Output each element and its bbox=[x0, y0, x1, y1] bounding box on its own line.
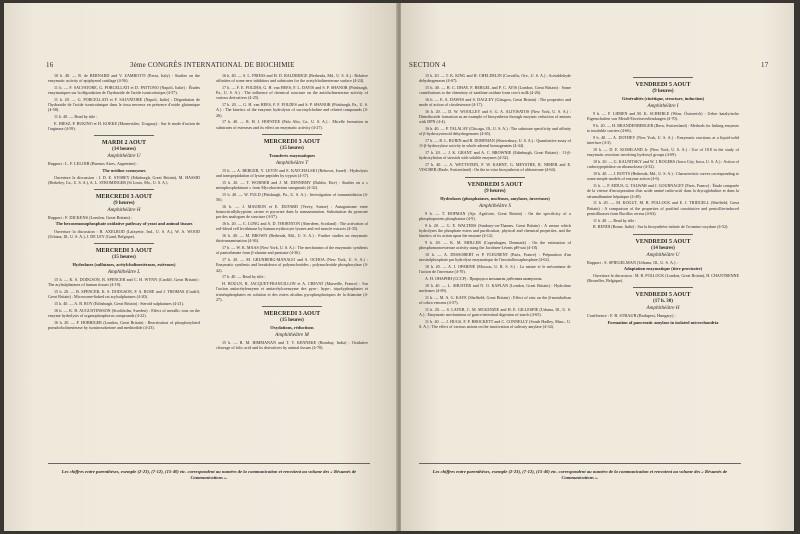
session-date: VENDREDI 5 AOUT bbox=[635, 82, 691, 88]
session-rule bbox=[94, 135, 154, 136]
entry-paragraph: 15 h. 20. — T. WORNER and J. M. DENNEMY (Dublin, Eire) : Studies on a « metaphosphokinase » from Mycobacterium smegmatis (4-32). bbox=[216, 180, 368, 191]
session-rapporteur: Rapport : F. DICKENS (London, Great Britain) : bbox=[48, 215, 133, 221]
entry-paragraph: 11 h. 20. — S. LAYER, C. M. MCKENZIE and H. E. GILLESPIE (Urbana, Ill., U. S. A.) : Enzymatic mechanisms of gastro-intestinal digestion of starch (4-65). bbox=[419, 306, 571, 318]
session-time: (14 heures) bbox=[112, 147, 136, 153]
session-rule bbox=[94, 243, 154, 244]
session-rule bbox=[465, 177, 525, 178]
entry-paragraph: 17 h. — R. L. RUBIN and B. DORFMAN (Shrewsbury, U. S. A.) : Quantitative assay of 11-β-hydroxylase activity in whole adrenal homogenates (4-44). bbox=[419, 138, 571, 149]
entry-paragraph: Ouverture la discussion : B. AXELROD (Lafayette, Ind., U. S. A.), W. A. WOOD (Urbana, Ill., U. S. A.), J. DE LEY (Gand, Belgique). bbox=[48, 228, 200, 239]
session-rule bbox=[94, 189, 154, 190]
entry-paragraph: 15 h. 40. — W. FULD (Pittsburgh, Pa., U. S. A.) : Investigation of transamidation (4-56). bbox=[216, 192, 368, 203]
session-room: Amphithéâtre H bbox=[646, 305, 680, 312]
entry-paragraph: 9 h. — T. HOFMAN (Aje, Agrifoire, Great Britain) : On the specificity of a phosphoprotein phosphatase (4-9). bbox=[419, 210, 571, 222]
entry-paragraph: 16 h. 40. — P. TALALAY (Chicago, Ill., U. S. A.) : The substrate specificity and affinity of β-hydroxysteroid dehydrogenases (4-65). bbox=[419, 126, 571, 137]
session-topic: Adaptation enzymatique (titre provisoire) bbox=[623, 265, 703, 271]
entry-paragraph: 10 h. — A. DESSOBERT et P. FLEURENT (Paris, France) : Préparation d'un inositolphosphate par hydrolyse enzymatique de l'inositolhexaphosphate (4-62). bbox=[419, 252, 571, 263]
entry-paragraph: 10 h. 20. — A. I. OPARINE (Moscou, U. R. S. S.) : La nature et le mécanisme de l'action de l'invertase (4-70). bbox=[419, 264, 571, 275]
entry-paragraph: 15 h. 20. — T. K. KING and H. CHELDELIN (Corvallis, Ore., U. S. A.) : Acetaldehyde dehydrogenases (4-67). bbox=[419, 73, 571, 84]
entry-paragraph: 16 h. 40. — S. L. FRIESS and H. D. BALDRIDGE (Bethesda, Md., U. S. A.) : Relative affinities of some new inhibitors and substrates for the acetylcholinesterase surface (4-24). bbox=[216, 73, 368, 84]
session-date: MERCREDI 3 AOUT bbox=[263, 311, 321, 318]
session-room: Amphithéâtre M bbox=[275, 332, 309, 339]
entry-paragraph: 16 h. 20. — D. W. WOOLLEY and S. G. A. ALIVISATOS (New York, U. S. A.) : Dimethoxide formation as an example of biosynthesis through enzymic reduction of amines with DPN (4-4). bbox=[419, 109, 571, 125]
entry-paragraph: 16 h. 20. — C. LONG and A. D. THORNTON (Aberdeen, Scotland) : The activation of red-blood cell lecithinase by human erythrocyte lysates and red muscle extracts (4-35). bbox=[216, 221, 368, 232]
entry-paragraph: 9 h. 40. — K. M. MØLLER (Copenhagen, Denmark) : On the estimation of phosphomonoesterase activity using the Jacobsen-Léonis pH-stat (4-18). bbox=[419, 240, 571, 251]
entry-paragraph: 10 h. 20. — G. KALNITSKY and W. I. ROGERS (Iowa City, Iowa, U. S. A.) : Action of carboxypeptidase on ribonuclease (4-32). bbox=[587, 159, 739, 170]
session-room: Amphithéâtre L bbox=[107, 269, 141, 276]
entry-paragraph: 16 h. 20. — F. HOBBIGER (London, Great Britain) : Reactivation of phosphorylated pseudocholinesterase by isonitrosoketone and methiodide (4-23). bbox=[48, 320, 200, 331]
entry-paragraph: 17 h. 20. — M. GRUNBERG-MANAGO and S. OCHOA (New York, U. S. A.) : Enzymatic synthesis and breakdown of polynucleotides ; polynucleotide phosphorylase (4-42). bbox=[216, 257, 368, 273]
session-time: (14 heures) bbox=[651, 245, 675, 251]
entry-paragraph: 16 h. — K. B. AUGUSTINSSON (Stockholm, Sweden) : Effect of metallic ions on the enzyme hydrolysis of organophosphorus compounds (4-22). bbox=[48, 308, 200, 319]
running-title: 3ème CONGRÈS INTERNATIONAL DE BIOCHIMIE bbox=[130, 61, 295, 69]
session-time: (15 heures) bbox=[280, 318, 304, 324]
session-room: Amphithéâtre U bbox=[107, 153, 141, 160]
left-page bbox=[4, 3, 397, 531]
session-room: Amphithéâtre T bbox=[275, 160, 309, 167]
entry-paragraph: 11 h. 40. — Read by title : bbox=[54, 114, 98, 120]
entry-paragraph: 15 h. — A. BERGER, Y. LEVIN and E. KATCHALSKI (Rehovot, Israel) : Hydrolysis and transpeptidation of lysine peptides by trypsin (4-37). bbox=[216, 168, 368, 179]
footnote-rule-left bbox=[48, 463, 370, 464]
footnote-left: Les chiffres entre parenthèses, exemple (2-23), (7-12), (15-40) etc. correspondent au numéro de la communication et renvoient au volume des « Résumés de Communications ». bbox=[61, 469, 357, 480]
entry-paragraph: 16 h. 40. — M. BROWN (Bethesda, Md., U. S. A.) : Further studies on enzymatic thiotransamination (4-36). bbox=[216, 233, 368, 244]
session-date: MERCREDI 3 AOUT bbox=[263, 138, 321, 145]
right-column-2 bbox=[587, 73, 739, 327]
footnote-right: Les chiffres entre parenthèses, exemple (2-23), (7-12), (15-40) etc. correspondent au numéro de la communication et renvoient au volume des « Résumés de Communications ». bbox=[432, 469, 728, 480]
entry-paragraph: 17 h. 40. — Read by title : bbox=[222, 274, 266, 280]
session-topic: Hydrolases (sulfatases, acétylcholinestérases, estérases) bbox=[72, 262, 176, 268]
entry-paragraph: 17 h. — F. E. FOLDES, G. H. van HEES, F. L. DAVIS and S. P. SHANOR (Pittsburgh, Pa., U. S. A.) : The influence of chemical structure on the anticholinesterase activity of various derivatives (4-25). bbox=[216, 85, 368, 101]
entry-paragraph: 9 h. 20. — G. E. WALTERS (Sunbury-on-Thames, Great Britain) : A urease which hydrolyses the phosphate esters and purification, physical and chemical properties, and the kinetics of its action upon the enzyme (4-12). bbox=[419, 222, 571, 239]
session-topic: The hexosemonophosphate oxidative pathway of yeast and animal tissues bbox=[55, 221, 193, 227]
entry-paragraph: R. RENDI (Rome, Italie) : Sur la biosynthèse induite de l'α-amino-oxydase (4-52). bbox=[593, 224, 729, 230]
entry-paragraph: 15 h. — K. S. DODGSON, B. SPENCER and C. H. WYNN (Cardiff, Great Britain) : The arylsulphatases of human tissues (4-19). bbox=[48, 277, 200, 288]
entry-paragraph: 17 h. 20. — G. H. van HEES, F. F. FOLDES and S. P. SHANOR (Pittsburgh, Pa., U. S. A.) : The kinetics of the enzymic hydrolysis of succinylcholine and related compounds (4-26). bbox=[216, 102, 368, 118]
session-rapporteur: Rapport : S. SPIEGELMAN (Urbana, Ill., U. S. A.) : bbox=[587, 259, 678, 265]
session-room: Amphithéâtre S bbox=[479, 202, 511, 209]
entry-paragraph: E. HIESZ, P. BUKINO et H. KOEKE (Montevideo, Uruguay) : Sur le mode d'action de l'arginase (4-59). bbox=[48, 121, 200, 132]
session-date: VENDREDI 5 AOUT bbox=[467, 181, 523, 188]
session-date: VENDREDI 5 AOUT bbox=[635, 292, 691, 299]
entry-paragraph: 15 h. 40. — A. B. ROY (Edinburgh, Great Britain) : Steroid sulphatases (4-21). bbox=[54, 301, 184, 307]
entry-paragraph: Ouverture la discussion : I. D. E. STOREY (Edinburgh, Great Britain), M. HASSID (Berkeley, Ca., U. S. A.), A. L. STROMINGER (St Louis, Mo., U. S. A.). bbox=[48, 174, 200, 186]
entry-paragraph: 10 h. 40. — J. ROTTS (Bethesda, Md., U. S. A.) : Characteristic curves corresponding to some simple models of enzyme action (4-6). bbox=[587, 171, 739, 182]
entry-paragraph: Ouverture la discussion : M. R. POLLOCK (London, Great Britain), H. CHANTRENNE (Bruxelles, Belgique). bbox=[587, 273, 739, 284]
session-rule bbox=[262, 134, 322, 135]
session-topic: Hydrolases (phosphatases, nucléases, amylases, invertases) bbox=[440, 195, 550, 201]
session-rule bbox=[633, 234, 693, 235]
session-rapporteur: Conférence : F. B. STRAUB (Budapest, Hungary) : bbox=[587, 313, 676, 319]
entry-paragraph: 17 h. — W. K. MAAS (New York, U. S. A.) : The mechanism of the enzymatic synthesis of pantothenate from β-alanine and pantoate (4-36). bbox=[216, 245, 368, 256]
session-rule bbox=[633, 77, 693, 78]
entry-paragraph: 9 h. — F. LIEBEN and M. K. SCHEIBLE (Wien, Österreich) : Ueber katalytische Eigenschaften von Metall-Eiweissverbindungen (4-70). bbox=[587, 111, 739, 122]
entry-paragraph: 17 h. 20. — J. K. GRANT and A. C. BROWNIE (Edinburgh, Great Britain) : 11-β-hydroxylation of steroids with soluble enzymes (4-32). bbox=[419, 150, 571, 161]
session-time: (9 heures) bbox=[113, 201, 135, 207]
left-column-1 bbox=[48, 73, 200, 332]
left-column-2 bbox=[216, 73, 368, 352]
footnote-rule-right bbox=[419, 463, 741, 464]
section-heading: SECTION 4 bbox=[409, 61, 446, 69]
entry-paragraph: 11 h. 20. — M. KOGUT, M. R. POLLOCK and E. J. TRIDGELL (Sheffield, Great Britain) : A comparison of the properties of purified constitutive and penicillin-induced penicillinases from Bacillus cereus (4-63). bbox=[587, 200, 739, 216]
session-topic: Transferts enzymatiques bbox=[268, 152, 316, 158]
entry-paragraph: A. H. OHAPHH (СССР) : Природа и механизм действия инвертазы. bbox=[425, 276, 543, 282]
session-room: Amphithéâtre U bbox=[646, 251, 680, 258]
entry-paragraph: 17 h. 40. — R. H. J. HOFSTEE (Palo Alto, Ca., U. S. A.) : Micelle formation in substrates of esterases and its effect on enzymatic activity (4-27). bbox=[216, 119, 368, 130]
session-room: Amphithéâtre H bbox=[107, 207, 141, 214]
session-time: (15 heures) bbox=[280, 145, 304, 151]
entry-paragraph: 16 h. — J. MAURON et E. DUFARD (Vevey, Suisse) : Antagonisme entre homocitrullyltrypsine, racine et pyruvate dans la transamination. Substitution du pyruvate par des analogues de structure (4-57). bbox=[216, 204, 368, 220]
session-topic: Généralités (cinétique, structure, induction) bbox=[622, 96, 704, 101]
session-rule bbox=[633, 287, 693, 288]
session-room: Amphithéâtre I bbox=[647, 103, 679, 110]
session-topic: The uridine coenzymes bbox=[102, 167, 146, 173]
right-page bbox=[401, 3, 794, 531]
entry-paragraph: 16 h. — E. A. DAWES and S. DAGLEY (Glasgow, Great Britain) : The properties and mode of action of citrulesterase (4-17). bbox=[419, 97, 571, 108]
entry-paragraph: 9 h. 20. — H. BRANDENBERGER (Bern, Switzerland) : Methods for linking enzymes to insoluble carriers (4-66). bbox=[587, 123, 739, 134]
session-topic: Oxydations, réductions bbox=[270, 325, 314, 331]
session-time: (9 heures) bbox=[652, 89, 674, 94]
page-number-right: 17 bbox=[761, 61, 769, 69]
entry-paragraph: 10 h. 40. — R. de BERNARD and V. ZAMBOTTI (Pavia, Italy) : Studies on the enzymatic activity of epiphyseal cartilage (4-56). bbox=[48, 73, 200, 84]
entry-paragraph: 11 h. — F. SALVATORE, G. PORCELLATI et D. PATTONO (Napoli, Italie) : Études enzymatiques sur la dégradation de l'hydrazide de l'acide isonicotinique (4-57). bbox=[48, 85, 200, 96]
entry-paragraph: 15 h. — R. M. HIMMANAN and T. V. KENNEKE (Bombay, India) : Oxidative cleavage of folic acid and its derivatives by animal tissues (4-70). bbox=[216, 340, 368, 351]
entry-paragraph: 9 h. 40. — A. DOTHEY (New York, U. S. A.) : Enzymatic reactions at a liquid-solid interface (4-3). bbox=[587, 135, 739, 146]
entry-paragraph: 11 h. 40. — J. HUGS, F. P. BROCKETT and C. CONNELLY (South Hadley, Mass., U. S. A.) : The effect of various anions on the inactivation of salivary amylase (4-34). bbox=[419, 318, 571, 330]
right-column-1 bbox=[419, 73, 571, 331]
entry-paragraph: 11 h. 40. — Read by title : bbox=[593, 217, 637, 223]
entry-paragraph: 17 h. 40. — A. WETTSTEIN, F. W. KAHNT, G. MEYSTRE, R. NEHER and E. VISCHER (Basle, Switzerland) : On the in vitro biosynthesis of aldosterone (4-64). bbox=[419, 162, 571, 173]
entry-paragraph: 10 h. 40. — L. SHUSTER and N. O. KAPLAN (London, Great Britain) : Hydrolase nucleases (4-69). bbox=[419, 282, 571, 294]
session-time: (15 heures) bbox=[112, 255, 136, 261]
session-rapporteur: Rapport : L. F. LELOIR (Buenos Aires, Argentine) : bbox=[48, 161, 138, 167]
session-date: MERCREDI 3 AOUT bbox=[95, 248, 153, 255]
session-date: MARDI 2 AOUT bbox=[101, 140, 146, 147]
session-date: VENDREDI 5 AOUT bbox=[635, 238, 691, 245]
entry-paragraph: 11 h. 20. — G. PORCELLATI et F. SALVATORE (Napoli, Italie) : Dégradation de l'hydrazide de l'acide isonicotinique dans le tissu nerveux en présence d'oxide glutamique (4-58). bbox=[48, 97, 200, 113]
page-number-left: 16 bbox=[46, 61, 54, 69]
entry-paragraph: 11 h. — M. A. G. KAYE (Sheffield, Great Britain) : Effect of zinc on the β-metabolism of cobra venoms (4-57). bbox=[419, 294, 571, 306]
book-spread bbox=[4, 3, 794, 531]
entry-paragraph: H. BOULN, R. JACQUET-FRANCILLON et A. CREVAT (Marseille, France) : Sur l'action antiacétylenzyme et antiacétylcoenzyme des pyro-, hypo-, tripolyphosphates et trimétaphosphates en solution et des esters alcalins pyrophosphoriques de la thiamine (4-27). bbox=[216, 281, 368, 302]
entry-paragraph: 15 h. 40. — H. C. DHAY, F. BERGEL and P. C. AVIS (London, Great Britain) : Some contributions to the chemistry of xanthine oxidase from cow's milk (4-26). bbox=[419, 85, 571, 96]
session-date: MERCREDI 3 AOUT bbox=[95, 194, 153, 201]
entry-paragraph: 11 h. — F. EIDUS, G. TALWAR and J. GOURNAGET (Paris, France) : Étude comparée de la vitesse d'incorporation d'un acide aminé radio-actif dans la thyroglobuline et dans la sérumalbumine hépatique (4-49). bbox=[587, 183, 739, 199]
session-time: (17 h. 30) bbox=[653, 299, 673, 305]
session-rule bbox=[262, 306, 322, 307]
session-time: (9 heures) bbox=[484, 188, 506, 194]
entry-paragraph: 10 h. — D. E. KOSHLAND Jr. (New York, U. S. A.) : Use of O18 in the study of enzymatic reactions involving hydroxyl groups (4-69). bbox=[587, 147, 739, 158]
entry-paragraph: 15 h. 20. — B. SPENCER, K. S. DODGSON, F. A. ROSE and J. THOMAS (Cardiff, Great Britain) : Microsome-linked rat arylsulphatases (4-20). bbox=[48, 289, 200, 300]
session-topic: Formation of pancreatic amylase in isolated microchondria bbox=[607, 319, 719, 325]
